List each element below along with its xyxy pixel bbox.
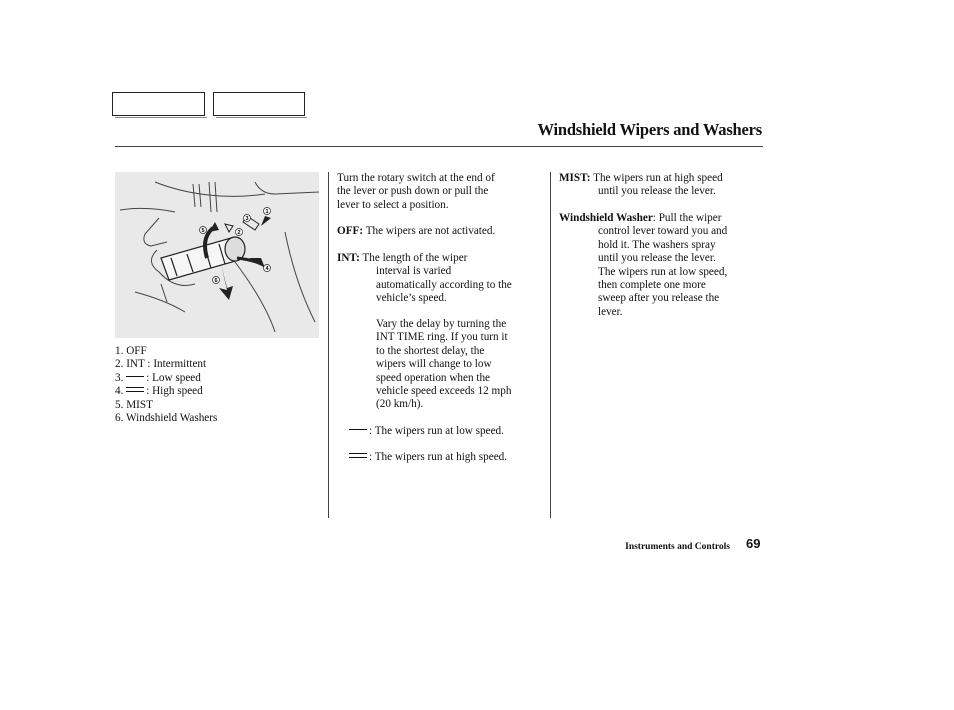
callout-2 [236,229,243,237]
washer-description-line-6: then complete one more [598,279,706,291]
footer-section-name: Instruments and Controls [625,542,730,552]
vary-line-2: INT TIME ring. If you turn it [376,331,508,344]
low-speed-symbol-2 [349,429,367,430]
high-speed-symbol-2 [349,453,367,458]
legend-item-5: 5. MIST [115,398,153,411]
mist-label: MIST: [559,172,591,184]
washer-description-line-1: Windshield Washer: Pull the wiper [559,212,722,224]
washer-description-line-2: control lever toward you and [598,225,728,238]
high-speed-description: : The wipers run at high speed. [349,451,507,464]
nav-tab-box-1 [112,92,205,116]
vary-line-5: speed operation when the [376,371,491,384]
vary-line-7: (20 km/h). [376,398,424,411]
column-divider-1 [328,172,329,518]
off-label: OFF: [337,225,364,237]
intro-line-3: lever to select a position. [337,198,449,211]
nav-tab-box-2 [213,92,305,116]
washer-label: Windshield Washer [559,212,653,224]
intro-line-1: Turn the rotary switch at the end of [337,172,495,184]
int-description-line-2: interval is varied [376,265,452,278]
high-speed-symbol [126,387,144,392]
legend-item-3: 3. : Low speed [115,371,201,384]
low-speed-description: : The wipers run at low speed. [349,425,504,438]
column-divider-2 [550,172,551,518]
page-title: Windshield Wipers and Washers [537,120,762,139]
intro-line-2: the lever or push down or pull the [337,185,489,198]
legend-item-4: 4. : High speed [115,385,203,398]
page-number: 69 [746,536,761,551]
callout-1-label: 1 [265,209,269,215]
callout-6 [213,277,220,285]
wiper-lever-illustration [115,172,319,338]
title-rule [115,146,763,147]
washer-description-line-8: lever. [598,305,623,318]
washer-description-line-4: until you release the lever. [598,252,716,265]
callout-5 [200,227,207,235]
callout-5-label: 5 [201,228,205,234]
callout-4-label: 4 [265,266,269,272]
callout-3 [244,215,251,223]
washer-description-line-3: hold it. The washers spray [598,238,716,251]
callout-3-label: 3 [245,216,249,222]
off-description: OFF: The wipers are not activated. [337,225,496,237]
vary-line-4: wipers will change to low [376,358,492,371]
washer-description-line-5: The wipers run at low speed, [598,265,728,278]
vary-line-1: Vary the delay by turning the [376,318,507,330]
vary-line-3: to the shortest delay, the [376,344,485,357]
callout-4 [264,265,271,273]
int-description-line-4: vehicle’s speed. [376,292,447,305]
int-description-line-1: INT: The length of the wiper [337,252,468,264]
wiper-lever-drawing [115,172,319,338]
int-label: INT: [337,252,360,264]
low-speed-symbol [126,376,144,377]
callout-6-label: 6 [214,278,218,284]
callout-1 [264,208,271,216]
washer-description-line-7: sweep after you release the [598,292,720,305]
mist-description-line-2: until you release the lever. [598,185,716,198]
vary-line-6: vehicle speed exceeds 12 mph [376,385,512,397]
legend-item-2: 2. INT : Intermittent [115,358,207,371]
legend-item-1: 1. OFF [115,345,147,357]
int-description-line-3: automatically according to the [376,278,512,291]
callout-2-label: 2 [237,230,241,236]
legend-item-6: 6. Windshield Washers [115,412,218,424]
mist-description-line-1: MIST: The wipers run at high speed [559,172,723,184]
